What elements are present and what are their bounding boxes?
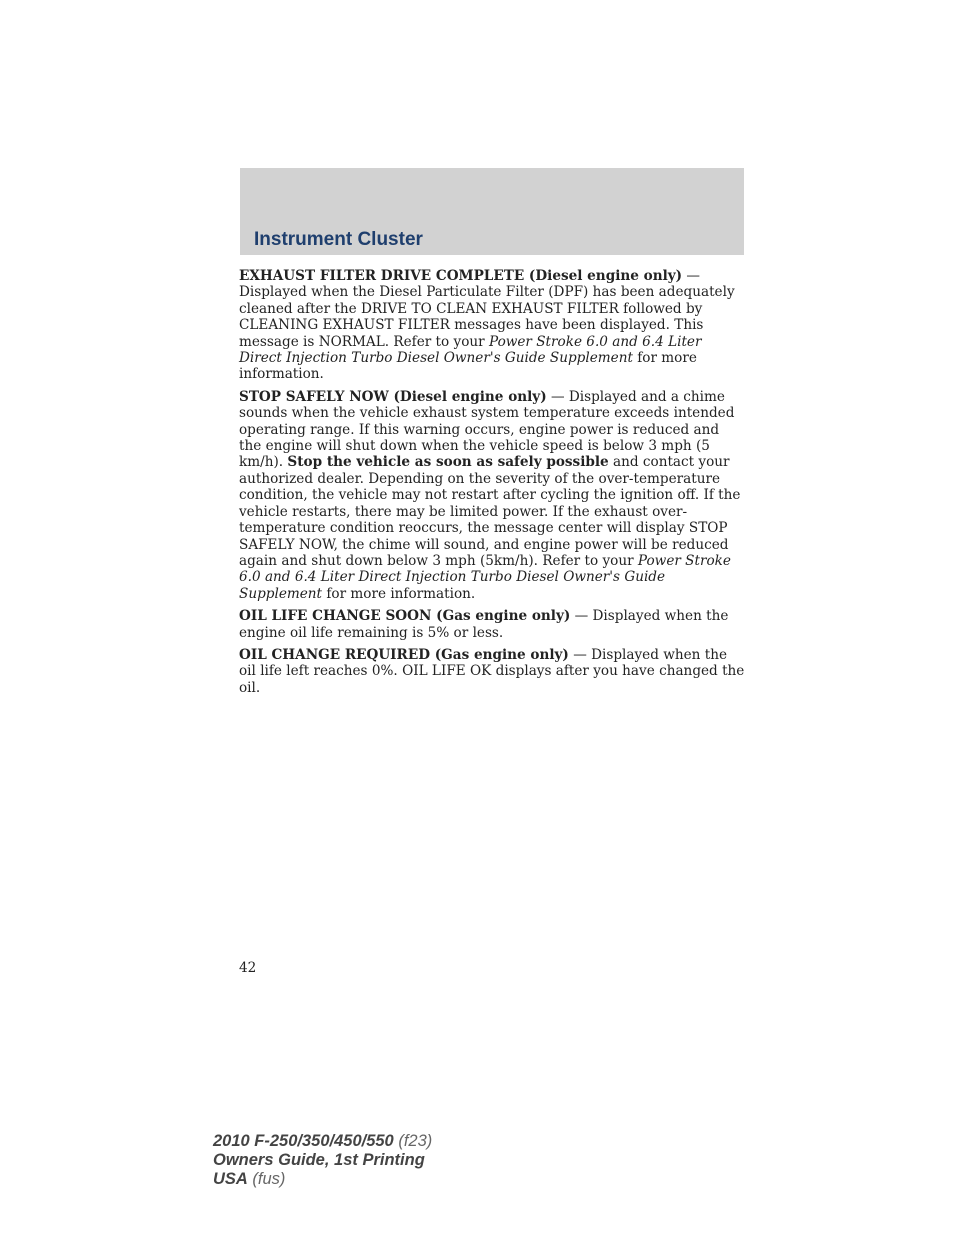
footer-model-code: (f23) xyxy=(393,1132,433,1150)
paragraph-text: for more information. xyxy=(322,585,476,602)
section-header-band xyxy=(240,168,744,255)
paragraph-heading: OIL LIFE CHANGE SOON (Gas engine only) xyxy=(239,608,571,625)
document-footer xyxy=(213,1132,432,1189)
footer-region: USA xyxy=(213,1170,248,1188)
paragraph-text: and contact your authorized dealer. Depending on the severity of the over-temperature condition, the vehicle may not restart after cycling the ignition off. If the vehicle restarts, there may be limited power. If the exhaust over-temperature condition reoccurs, the message center will display STOP SAFELY NOW, the chime will sound, and engine power will be reduced again and shut down below 3 mph (5km/h). Refer to your xyxy=(239,454,741,569)
footer-line-region xyxy=(213,1170,432,1189)
footer-region-code: (fus) xyxy=(247,1170,286,1188)
warning-emphasis: Stop the vehicle as soon as safely possible xyxy=(287,454,609,471)
paragraph-exhaust-filter-drive-complete xyxy=(239,268,745,383)
footer-line-model xyxy=(213,1132,432,1151)
paragraph-text: for more information. xyxy=(239,350,697,383)
paragraph-heading: EXHAUST FILTER DRIVE COMPLETE (Diesel engine only) xyxy=(239,268,683,284)
footer-model: 2010 F-250/350/450/550 xyxy=(213,1132,394,1150)
section-title: Instrument Cluster xyxy=(254,229,423,250)
page-number: 42 xyxy=(239,960,257,976)
paragraph-text: — Displayed when the oil life left reaches 0%. OIL LIFE OK displays after you have changed the oil. xyxy=(239,646,745,696)
paragraph-text: — Displayed when the engine oil life remaining is 5% or less. xyxy=(239,608,729,641)
footer-line-edition: Owners Guide, 1st Printing xyxy=(213,1151,425,1169)
supplement-reference: Power Stroke 6.0 and 6.4 Liter Direct Injection Turbo Diesel Owner's Guide Supplement xyxy=(239,552,731,602)
page-content xyxy=(239,268,745,702)
paragraph-stop-safely-now xyxy=(239,389,745,602)
paragraph-text: — Displayed when the Diesel Particulate Filter (DPF) has been adequately cleaned after the DRIVE TO CLEAN EXHAUST FILTER followed by CLEANING EXHAUST FILTER messages have been displayed. This message is NORMAL. Refer to your xyxy=(239,268,735,350)
paragraph-heading: OIL CHANGE REQUIRED (Gas engine only) xyxy=(239,646,569,663)
paragraph-text: — Displayed and a chime sounds when the vehicle exhaust system temperature exceeds intended operating range. If this warning occurs, engine power is reduced and the engine will shut down when the vehicle speed is below 3 mph (5 km/h). xyxy=(239,388,735,471)
paragraph-oil-life-change-soon xyxy=(239,608,745,641)
supplement-reference: Power Stroke 6.0 and 6.4 Liter Direct Injection Turbo Diesel Owner's Guide Supplement xyxy=(239,333,702,367)
paragraph-heading: STOP SAFELY NOW (Diesel engine only) xyxy=(239,388,547,405)
paragraph-oil-change-required xyxy=(239,647,745,696)
